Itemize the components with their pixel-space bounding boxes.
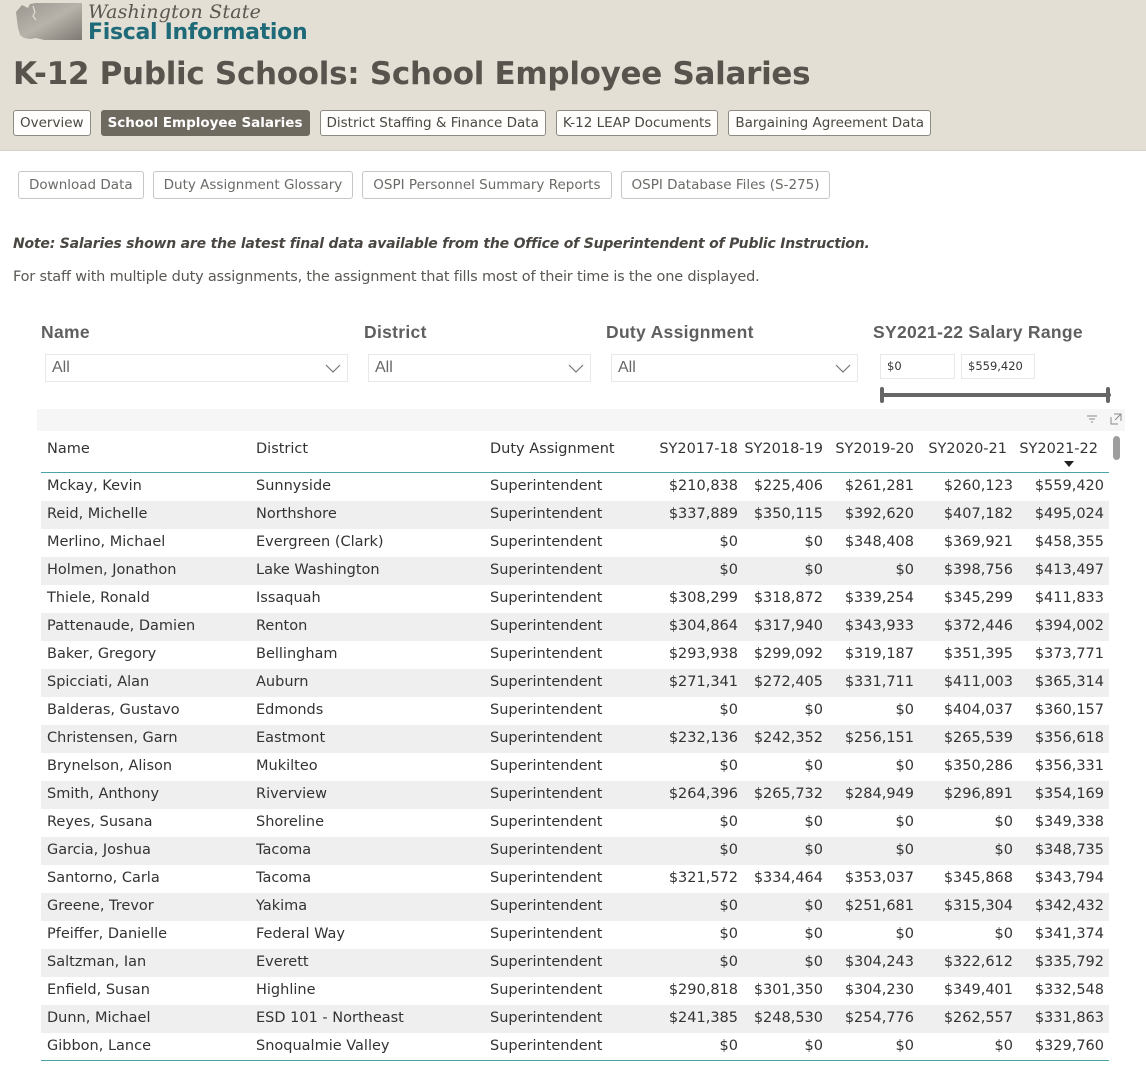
cell-salary-sy2020-21: $315,304 xyxy=(943,898,1013,914)
cell-salary-sy2017-18: $210,838 xyxy=(668,478,738,494)
duty-assignment-glossary-button[interactable]: Duty Assignment Glossary xyxy=(153,171,354,199)
cell-district: Bellingham xyxy=(256,646,338,662)
cell-name: Holmen, Jonathon xyxy=(47,562,177,578)
cell-salary-sy2021-22: $394,002 xyxy=(1034,618,1104,634)
column-header-district[interactable]: District xyxy=(256,441,309,457)
cell-salary-sy2017-18: $0 xyxy=(719,954,738,970)
salary-range-label: SY2021-22 Salary Range xyxy=(873,322,1083,342)
cell-salary-sy2019-20: $0 xyxy=(895,842,914,858)
table-row[interactable] xyxy=(41,725,1109,753)
cell-salary-sy2021-22: $356,618 xyxy=(1034,730,1104,746)
cell-salary-sy2017-18: $0 xyxy=(719,842,738,858)
cell-salary-sy2019-20: $0 xyxy=(895,814,914,830)
washington-state-map-icon xyxy=(14,2,84,46)
cell-salary-sy2021-22: $360,157 xyxy=(1034,702,1104,718)
page-title: K-12 Public Schools: School Employee Salaries xyxy=(13,56,811,92)
cell-salary-sy2021-22: $365,314 xyxy=(1034,674,1104,690)
site-logo[interactable] xyxy=(14,2,314,46)
table-row[interactable] xyxy=(41,921,1109,949)
cell-district: Tacoma xyxy=(256,870,312,886)
cell-salary-sy2021-22: $343,794 xyxy=(1034,870,1104,886)
tab-bargaining-agreement-data[interactable]: Bargaining Agreement Data xyxy=(728,110,931,136)
cell-salary-sy2018-19: $301,350 xyxy=(753,982,823,998)
cell-district: Edmonds xyxy=(256,702,324,718)
cell-salary-sy2017-18: $337,889 xyxy=(668,506,738,522)
site-header xyxy=(0,0,1146,151)
cell-salary-sy2017-18: $0 xyxy=(719,898,738,914)
cell-duty-assignment: Superintendent xyxy=(490,478,603,494)
cell-name: Garcia, Joshua xyxy=(47,842,151,858)
resource-links xyxy=(18,171,830,199)
cell-salary-sy2021-22: $411,833 xyxy=(1034,590,1104,606)
cell-salary-sy2018-19: $318,872 xyxy=(753,590,823,606)
cell-name: Pattenaude, Damien xyxy=(47,618,196,634)
cell-salary-sy2017-18: $290,818 xyxy=(668,982,738,998)
cell-duty-assignment: Superintendent xyxy=(490,534,603,550)
cell-salary-sy2017-18: $0 xyxy=(719,814,738,830)
table-row[interactable] xyxy=(41,865,1109,893)
cell-salary-sy2018-19: $317,940 xyxy=(753,618,823,634)
cell-salary-sy2017-18: $0 xyxy=(719,1038,738,1054)
cell-salary-sy2018-19: $242,352 xyxy=(753,730,823,746)
cell-name: Saltzman, Ian xyxy=(47,954,147,970)
nav-tabs xyxy=(13,110,931,136)
cell-salary-sy2020-21: $351,395 xyxy=(943,646,1013,662)
salary-max-input[interactable]: $559,420 xyxy=(961,354,1035,379)
table-row[interactable] xyxy=(41,641,1109,669)
cell-salary-sy2017-18: $264,396 xyxy=(668,786,738,802)
table-body xyxy=(41,473,1109,1061)
duty-filter-label: Duty Assignment xyxy=(606,322,754,342)
cell-district: Mukilteo xyxy=(256,758,318,774)
cell-salary-sy2019-20: $261,281 xyxy=(844,478,914,494)
cell-name: Smith, Anthony xyxy=(47,786,160,802)
table-header-row xyxy=(41,431,1109,473)
cell-salary-sy2019-20: $256,151 xyxy=(844,730,914,746)
cell-district: Yakima xyxy=(256,898,308,914)
cell-salary-sy2021-22: $354,169 xyxy=(1034,786,1104,802)
cell-salary-sy2020-21: $369,921 xyxy=(943,534,1013,550)
table-row[interactable] xyxy=(41,613,1109,641)
cell-duty-assignment: Superintendent xyxy=(490,590,603,606)
cell-salary-sy2021-22: $341,374 xyxy=(1034,926,1104,942)
cell-salary-sy2020-21: $260,123 xyxy=(943,478,1013,494)
cell-name: Thiele, Ronald xyxy=(47,590,150,606)
cell-salary-sy2017-18: $308,299 xyxy=(668,590,738,606)
chevron-down-icon xyxy=(568,361,584,375)
cell-district: Lake Washington xyxy=(256,562,380,578)
cell-salary-sy2017-18: $0 xyxy=(719,702,738,718)
cell-salary-sy2020-21: $0 xyxy=(994,842,1013,858)
cell-salary-sy2017-18: $241,385 xyxy=(668,1010,738,1026)
cell-salary-sy2021-22: $335,792 xyxy=(1034,954,1104,970)
cell-salary-sy2019-20: $339,254 xyxy=(844,590,914,606)
cell-duty-assignment: Superintendent xyxy=(490,506,603,522)
cell-salary-sy2018-19: $0 xyxy=(804,534,823,550)
cell-district: Everett xyxy=(256,954,309,970)
table-row[interactable] xyxy=(41,529,1109,557)
cell-salary-sy2019-20: $0 xyxy=(895,926,914,942)
tab-k12-leap-documents[interactable]: K-12 LEAP Documents xyxy=(556,110,718,136)
cell-salary-sy2018-19: $299,092 xyxy=(753,646,823,662)
cell-duty-assignment: Superintendent xyxy=(490,786,603,802)
cell-salary-sy2021-22: $373,771 xyxy=(1034,646,1104,662)
ospi-database-files-button[interactable]: OSPI Database Files (S-275) xyxy=(621,171,831,199)
cell-salary-sy2018-19: $265,732 xyxy=(753,786,823,802)
cell-salary-sy2017-18: $271,341 xyxy=(668,674,738,690)
cell-duty-assignment: Superintendent xyxy=(490,702,603,718)
table-row[interactable] xyxy=(41,1005,1109,1033)
cell-duty-assignment: Superintendent xyxy=(490,1010,603,1026)
cell-salary-sy2020-21: $322,612 xyxy=(943,954,1013,970)
cell-salary-sy2020-21: $296,891 xyxy=(943,786,1013,802)
tab-school-employee-salaries[interactable]: School Employee Salaries xyxy=(101,110,310,136)
cell-salary-sy2019-20: $343,933 xyxy=(844,618,914,634)
cell-salary-sy2019-20: $254,776 xyxy=(844,1010,914,1026)
table-row[interactable] xyxy=(41,949,1109,977)
cell-salary-sy2019-20: $392,620 xyxy=(844,506,914,522)
duty-filter-value: All xyxy=(618,359,636,376)
cell-salary-sy2021-22: $356,331 xyxy=(1034,758,1104,774)
cell-name: Mckay, Kevin xyxy=(47,478,142,494)
cell-salary-sy2021-22: $332,548 xyxy=(1034,982,1104,998)
cell-district: Shoreline xyxy=(256,814,324,830)
cell-salary-sy2020-21: $350,286 xyxy=(943,758,1013,774)
district-filter-label: District xyxy=(364,322,427,342)
cell-duty-assignment: Superintendent xyxy=(490,562,603,578)
cell-name: Dunn, Michael xyxy=(47,1010,151,1026)
cell-salary-sy2017-18: $0 xyxy=(719,926,738,942)
cell-salary-sy2019-20: $353,037 xyxy=(844,870,914,886)
table-row[interactable] xyxy=(41,809,1109,837)
cell-district: Sunnyside xyxy=(256,478,332,494)
column-header-name[interactable]: Name xyxy=(47,441,90,457)
cell-salary-sy2020-21: $407,182 xyxy=(943,506,1013,522)
cell-salary-sy2019-20: $251,681 xyxy=(844,898,914,914)
cell-duty-assignment: Superintendent xyxy=(490,1038,603,1054)
cell-salary-sy2018-19: $248,530 xyxy=(753,1010,823,1026)
cell-duty-assignment: Superintendent xyxy=(490,758,603,774)
tab-district-staffing-finance[interactable]: District Staffing & Finance Data xyxy=(320,110,546,136)
filter-icon[interactable] xyxy=(1085,412,1099,426)
cell-name: Enfield, Susan xyxy=(47,982,150,998)
table-row[interactable] xyxy=(41,1033,1109,1061)
ospi-personnel-reports-button[interactable]: OSPI Personnel Summary Reports xyxy=(362,171,611,199)
cell-salary-sy2021-22: $413,497 xyxy=(1034,562,1104,578)
cell-salary-sy2019-20: $0 xyxy=(895,702,914,718)
cell-salary-sy2020-21: $345,299 xyxy=(943,590,1013,606)
cell-salary-sy2017-18: $293,938 xyxy=(668,646,738,662)
cell-salary-sy2017-18: $304,864 xyxy=(668,618,738,634)
cell-name: Reyes, Susana xyxy=(47,814,153,830)
cell-district: Northshore xyxy=(256,506,337,522)
cell-duty-assignment: Superintendent xyxy=(490,982,603,998)
cell-salary-sy2018-19: $0 xyxy=(804,898,823,914)
column-header-duty-assignment[interactable]: Duty Assignment xyxy=(490,441,615,457)
cell-salary-sy2018-19: $0 xyxy=(804,926,823,942)
column-header-sy2017-18[interactable]: SY2017-18 xyxy=(659,441,738,457)
duty-assignment-note: For staff with multiple duty assignments, the assignment that fills most of their time is the one displayed. xyxy=(13,269,760,285)
table-row[interactable] xyxy=(41,977,1109,1005)
cell-duty-assignment: Superintendent xyxy=(490,954,603,970)
cell-salary-sy2019-20: $0 xyxy=(895,562,914,578)
cell-salary-sy2020-21: $0 xyxy=(994,926,1013,942)
sort-descending-icon xyxy=(1064,461,1074,467)
cell-salary-sy2019-20: $284,949 xyxy=(844,786,914,802)
cell-salary-sy2018-19: $350,115 xyxy=(753,506,823,522)
logo-text-fiscal: Fiscal Information xyxy=(88,20,308,45)
cell-salary-sy2018-19: $0 xyxy=(804,562,823,578)
cell-salary-sy2020-21: $372,446 xyxy=(943,618,1013,634)
cell-district: Renton xyxy=(256,618,308,634)
cell-name: Reid, Michelle xyxy=(47,506,148,522)
cell-duty-assignment: Superintendent xyxy=(490,898,603,914)
district-filter-value: All xyxy=(375,359,393,376)
table-row[interactable] xyxy=(41,473,1109,501)
table-row[interactable] xyxy=(41,753,1109,781)
cell-name: Pfeiffer, Danielle xyxy=(47,926,168,942)
table-visual-header xyxy=(37,409,1125,431)
cell-salary-sy2021-22: $458,355 xyxy=(1034,534,1104,550)
cell-salary-sy2019-20: $304,230 xyxy=(844,982,914,998)
cell-salary-sy2018-19: $0 xyxy=(804,1038,823,1054)
cell-salary-sy2017-18: $0 xyxy=(719,534,738,550)
table-row[interactable] xyxy=(41,697,1109,725)
cell-salary-sy2018-19: $0 xyxy=(804,954,823,970)
column-header-sy2019-20[interactable]: SY2019-20 xyxy=(835,441,914,457)
cell-district: Eastmont xyxy=(256,730,326,746)
cell-district: Federal Way xyxy=(256,926,345,942)
cell-salary-sy2021-22: $495,024 xyxy=(1034,506,1104,522)
name-filter-label: Name xyxy=(41,322,90,342)
cell-name: Balderas, Gustavo xyxy=(47,702,180,718)
cell-name: Christensen, Garn xyxy=(47,730,178,746)
cell-name: Gibbon, Lance xyxy=(47,1038,151,1054)
cell-salary-sy2017-18: $232,136 xyxy=(668,730,738,746)
cell-district: Highline xyxy=(256,982,316,998)
table-row[interactable] xyxy=(41,585,1109,613)
cell-salary-sy2018-19: $225,406 xyxy=(753,478,823,494)
cell-duty-assignment: Superintendent xyxy=(490,926,603,942)
column-header-sy2020-21[interactable]: SY2020-21 xyxy=(928,441,1007,457)
column-header-sy2018-19[interactable]: SY2018-19 xyxy=(744,441,823,457)
cell-name: Spicciati, Alan xyxy=(47,674,150,690)
table-row[interactable] xyxy=(41,501,1109,529)
table-row[interactable] xyxy=(41,893,1109,921)
salary-range-high-handle[interactable] xyxy=(1106,387,1110,403)
table-scrollbar[interactable] xyxy=(1113,436,1120,460)
cell-salary-sy2021-22: $349,338 xyxy=(1034,814,1104,830)
cell-salary-sy2019-20: $0 xyxy=(895,758,914,774)
cell-salary-sy2019-20: $319,187 xyxy=(844,646,914,662)
column-header-sy2021-22[interactable]: SY2021-22 xyxy=(1019,441,1098,457)
name-filter-dropdown[interactable] xyxy=(45,354,348,382)
cell-name: Santorno, Carla xyxy=(47,870,160,886)
cell-salary-sy2021-22: $342,432 xyxy=(1034,898,1104,914)
table-row[interactable] xyxy=(41,837,1109,865)
cell-salary-sy2017-18: $0 xyxy=(719,758,738,774)
cell-salary-sy2020-21: $265,539 xyxy=(943,730,1013,746)
cell-salary-sy2020-21: $398,756 xyxy=(943,562,1013,578)
cell-salary-sy2018-19: $0 xyxy=(804,702,823,718)
cell-salary-sy2021-22: $348,735 xyxy=(1034,842,1104,858)
duty-filter-dropdown[interactable] xyxy=(611,354,858,382)
cell-district: ESD 101 - Northeast xyxy=(256,1010,404,1026)
chevron-down-icon xyxy=(325,361,341,375)
chevron-down-icon xyxy=(835,361,851,375)
salary-range-low-handle[interactable] xyxy=(880,387,884,403)
cell-salary-sy2018-19: $0 xyxy=(804,758,823,774)
cell-name: Merlino, Michael xyxy=(47,534,166,550)
cell-salary-sy2020-21: $411,003 xyxy=(943,674,1013,690)
cell-salary-sy2021-22: $329,760 xyxy=(1034,1038,1104,1054)
table-row[interactable] xyxy=(41,557,1109,585)
cell-district: Issaquah xyxy=(256,590,321,606)
cell-salary-sy2019-20: $331,711 xyxy=(844,674,914,690)
cell-duty-assignment: Superintendent xyxy=(490,842,603,858)
table-row[interactable] xyxy=(41,669,1109,697)
cell-salary-sy2020-21: $404,037 xyxy=(943,702,1013,718)
cell-salary-sy2017-18: $0 xyxy=(719,562,738,578)
name-filter-value: All xyxy=(52,359,70,376)
cell-salary-sy2021-22: $559,420 xyxy=(1034,478,1104,494)
download-data-button[interactable]: Download Data xyxy=(18,171,144,199)
table-row[interactable] xyxy=(41,781,1109,809)
cell-salary-sy2018-19: $272,405 xyxy=(753,674,823,690)
focus-mode-icon[interactable] xyxy=(1109,412,1123,426)
data-source-note: Note: Salaries shown are the latest final data available from the Office of Superintendent of Public Instruction. xyxy=(13,236,870,252)
cell-salary-sy2018-19: $0 xyxy=(804,842,823,858)
cell-district: Evergreen (Clark) xyxy=(256,534,384,550)
salary-min-input[interactable]: $0 xyxy=(880,354,955,379)
cell-salary-sy2018-19: $0 xyxy=(804,814,823,830)
cell-district: Snoqualmie Valley xyxy=(256,1038,390,1054)
cell-salary-sy2019-20: $0 xyxy=(895,1038,914,1054)
cell-salary-sy2020-21: $0 xyxy=(994,1038,1013,1054)
cell-name: Baker, Gregory xyxy=(47,646,157,662)
cell-duty-assignment: Superintendent xyxy=(490,674,603,690)
cell-salary-sy2020-21: $0 xyxy=(994,814,1013,830)
tab-overview[interactable]: Overview xyxy=(13,110,91,136)
cell-duty-assignment: Superintendent xyxy=(490,618,603,634)
logo-text-state: Washington State xyxy=(88,1,262,23)
cell-duty-assignment: Superintendent xyxy=(490,814,603,830)
cell-salary-sy2020-21: $262,557 xyxy=(943,1010,1013,1026)
salary-table xyxy=(41,431,1109,1061)
salary-range-slider-track[interactable] xyxy=(881,393,1111,397)
cell-salary-sy2017-18: $321,572 xyxy=(668,870,738,886)
cell-name: Greene, Trevor xyxy=(47,898,154,914)
cell-district: Riverview xyxy=(256,786,327,802)
cell-salary-sy2019-20: $348,408 xyxy=(844,534,914,550)
cell-salary-sy2020-21: $349,401 xyxy=(943,982,1013,998)
district-filter-dropdown[interactable] xyxy=(368,354,591,382)
cell-salary-sy2021-22: $331,863 xyxy=(1034,1010,1104,1026)
cell-name: Brynelson, Alison xyxy=(47,758,173,774)
cell-salary-sy2020-21: $345,868 xyxy=(943,870,1013,886)
cell-district: Auburn xyxy=(256,674,309,690)
cell-district: Tacoma xyxy=(256,842,312,858)
cell-duty-assignment: Superintendent xyxy=(490,730,603,746)
cell-duty-assignment: Superintendent xyxy=(490,646,603,662)
cell-salary-sy2019-20: $304,243 xyxy=(844,954,914,970)
cell-salary-sy2018-19: $334,464 xyxy=(753,870,823,886)
cell-duty-assignment: Superintendent xyxy=(490,870,603,886)
